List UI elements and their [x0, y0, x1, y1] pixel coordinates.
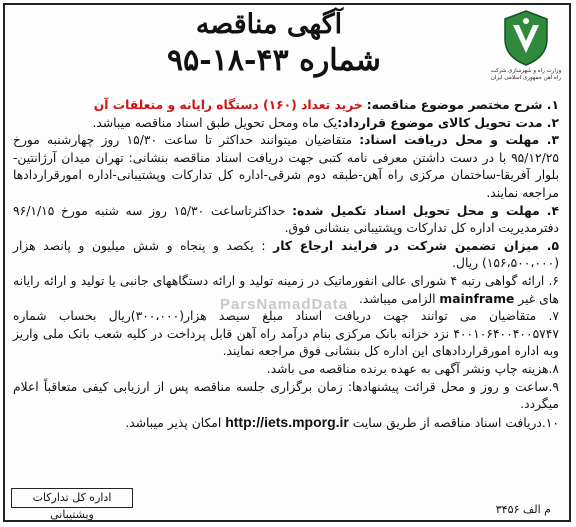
railway-emblem-icon — [499, 9, 553, 67]
notice-header — [5, 5, 569, 97]
notice-frame — [3, 3, 571, 522]
item-1-value: خرید تعداد (۱۶۰) دستگاه رایانه و متعلقات آن — [93, 98, 363, 112]
item-1-label: ۱. شرح مختصر موضوع مناقصه: — [366, 98, 559, 112]
item-10-text-b: امکان پذیر میباشد. — [125, 415, 222, 430]
notice-number: شماره ۴۳-۱۸-۹۵ — [167, 43, 381, 78]
item-3 — [13, 132, 559, 202]
item-9-text: ۹.ساعت و روز و محل قرائت پیشنهادها: زمان برگزاری جلسه مناقصه پس از ارزیابی کیفی متعاقباً اعلام میگردد. — [13, 379, 559, 412]
item-1 — [13, 97, 559, 115]
notice-title: آگهی مناقصه — [195, 9, 343, 40]
reference-code: م الف ۳۴۵۶ — [495, 503, 551, 516]
item-5-label: ۵. میزان تضمین شرکت در فرایند ارجاع کار — [273, 238, 559, 253]
item-4-label: ۴. مهلت و محل تحویل اسناد تکمیل شده: — [292, 203, 559, 218]
item-3-value: متقاضیان میتوانند حداکثر تا ساعت ۱۵/۳۰ روز چهارشنبه مورخ ۹۵/۱۲/۲۵ با در دست داشتن معرفی نامه کتبی جهت دریافت اسناد مناقصه بنشانی: تهران میدان آرژانتین-بلوار آفریقا-ساختمان مرکزی راه آهن-طبقه دوم شرقی-اداره کل تدارکات وپشتیبانی-اداره امورقراردادها مراجعه نمایند. — [13, 133, 559, 200]
item-6-text-b: الزامی میباشد. — [358, 291, 436, 306]
item-5-value: : یکصد و پنجاه و شش میلیون و پانصد هزار (۱۵۶،۵۰۰،۰۰۰) ریال. — [13, 238, 559, 271]
item-9 — [13, 379, 559, 414]
item-8 — [13, 361, 559, 379]
item-4-value: حداکثرتاساعت ۱۵/۳۰ روز سه شنبه مورخ ۹۶/۱/۱۵ دفترمدیریت اداره کل تدارکات وپشتیبانی بنشانی فوق. — [13, 203, 559, 236]
item-4 — [13, 203, 559, 238]
item-5 — [13, 238, 559, 273]
item-6-mainframe: mainframe — [439, 291, 515, 306]
office-box: اداره کل تدارکات وپشتیبانی — [11, 488, 133, 508]
item-7-text: ۷. متقاضیان می توانند جهت دریافت اسناد مبلغ سیصد هزار(۳۰۰،۰۰۰)ریال بحساب شماره ۴۰۰۱۰۶۴۰۰۴۰۰۵۷۴۷ نزد خزانه بانک مرکزی بنام درآمد راه آهن قابل پرداخت در کلیه شعب بانک ملی واریز وبه اداره امورقراردادهای این اداره کل بنشانی فوق مراجعه نمایند. — [13, 309, 559, 359]
watermark: ParsNamadData — [220, 296, 349, 313]
logo-caption: وزارت راه و شهرسازی شرکت راه آهن جمهوری اسلامی ایران — [490, 68, 562, 81]
item-3-label: ۳. مهلت و محل دریافت اسناد: — [359, 133, 559, 148]
item-2-label: ۲. مدت تحویل کالای موضوع قرارداد: — [337, 115, 559, 130]
item-7 — [13, 308, 559, 361]
item-10-text-a: ۱۰.دریافت اسناد مناقصه از طریق سایت — [352, 415, 559, 430]
item-8-text: ۸.هزینه چاپ ونشر آگهی به عهده برنده مناقصه می باشد. — [266, 361, 559, 376]
item-2-value: یک ماه ومحل تحویل طبق اسناد مناقصه میباشد. — [92, 115, 338, 130]
notice-body — [13, 97, 559, 432]
railway-logo — [489, 9, 563, 97]
item-2 — [13, 115, 559, 133]
item-10 — [13, 414, 559, 433]
item-6-text-a: ۶. ارائه گواهی رتبه ۴ شورای عالی انفورماتیک در زمینه تولید و ارائه دستگاههای جانبی یا تولید و ارائه رایانه های غیر — [13, 273, 559, 306]
website-link[interactable]: http://iets.mporg.ir — [225, 413, 349, 430]
